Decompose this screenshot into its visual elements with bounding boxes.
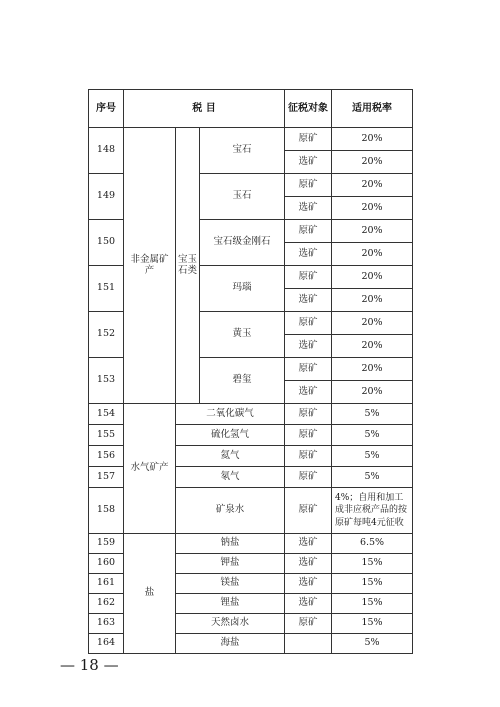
- tax-rate: 5%: [332, 446, 413, 467]
- category-nonmetal: 非金属矿产: [124, 128, 176, 404]
- item-name: 海盐: [176, 634, 285, 654]
- item-name: 玉石: [200, 174, 285, 220]
- tax-object: 选矿: [285, 289, 332, 312]
- category-water-gas: 水气矿产: [124, 404, 176, 534]
- item-name: 硫化氢气: [176, 425, 285, 446]
- row-number: 162: [89, 594, 124, 614]
- tax-rate: 15%: [332, 574, 413, 594]
- tax-rate: 5%: [332, 425, 413, 446]
- item-name: 镁盐: [176, 574, 285, 594]
- tax-object: 原矿: [285, 312, 332, 335]
- tax-rate: 20%: [332, 151, 413, 174]
- item-name: 碧玺: [200, 358, 285, 404]
- tax-object: 选矿: [285, 534, 332, 554]
- table-body: [89, 128, 413, 654]
- tax-rate: 20%: [332, 312, 413, 335]
- row-number: 163: [89, 614, 124, 634]
- row-number: 159: [89, 534, 124, 554]
- item-name: 宝石级金刚石: [200, 220, 285, 266]
- category-salt: 盐: [124, 534, 176, 654]
- header-object: 征税对象: [285, 90, 332, 128]
- header-item: 税 目: [124, 90, 285, 128]
- item-name: 宝石: [200, 128, 285, 174]
- item-name: 玛瑙: [200, 266, 285, 312]
- table-header-row: [89, 90, 413, 128]
- tax-object: 原矿: [285, 220, 332, 243]
- row-number: 157: [89, 467, 124, 488]
- tax-rate: 20%: [332, 197, 413, 220]
- item-name: 氡气: [176, 467, 285, 488]
- tax-object: 原矿: [285, 488, 332, 534]
- tax-object: 选矿: [285, 243, 332, 266]
- item-name: 钠盐: [176, 534, 285, 554]
- tax-object: 原矿: [285, 404, 332, 425]
- tax-rate: 20%: [332, 358, 413, 381]
- item-name: 锂盐: [176, 594, 285, 614]
- header-seq: 序号: [89, 90, 124, 128]
- page-number: — 18 —: [60, 656, 119, 674]
- tax-object: 原矿: [285, 446, 332, 467]
- row-number: 151: [89, 266, 124, 312]
- item-name: 黄玉: [200, 312, 285, 358]
- row-number: 160: [89, 554, 124, 574]
- tax-object: 原矿: [285, 128, 332, 151]
- tax-rate: 5%: [332, 467, 413, 488]
- tax-object: 原矿: [285, 467, 332, 488]
- row-number: 149: [89, 174, 124, 220]
- tax-object: 选矿: [285, 594, 332, 614]
- tax-object: 原矿: [285, 358, 332, 381]
- row-number: 158: [89, 488, 124, 534]
- row-number: 152: [89, 312, 124, 358]
- row-number: 155: [89, 425, 124, 446]
- tax-object: 选矿: [285, 197, 332, 220]
- tax-object: 原矿: [285, 425, 332, 446]
- row-number: 153: [89, 358, 124, 404]
- tax-rate: 6.5%: [332, 534, 413, 554]
- item-name: 钾盐: [176, 554, 285, 574]
- tax-object: 选矿: [285, 574, 332, 594]
- table-row: [89, 404, 413, 425]
- tax-rate: 20%: [332, 335, 413, 358]
- category-gem: 宝玉石类: [176, 128, 200, 404]
- item-name: 二氧化碳气: [176, 404, 285, 425]
- tax-object: 选矿: [285, 554, 332, 574]
- row-number: 161: [89, 574, 124, 594]
- header-rate: 适用税率: [332, 90, 413, 128]
- row-number: 150: [89, 220, 124, 266]
- item-name: 氦气: [176, 446, 285, 467]
- tax-rate: 4%；自用和加工成非应税产品的按原矿每吨4元征收: [332, 488, 413, 534]
- table-row: [89, 128, 413, 151]
- tax-rate: 20%: [332, 243, 413, 266]
- row-number: 156: [89, 446, 124, 467]
- row-number: 164: [89, 634, 124, 654]
- row-number: 154: [89, 404, 124, 425]
- tax-rate-table: [88, 89, 413, 654]
- tax-rate: 20%: [332, 174, 413, 197]
- table-row: [89, 534, 413, 554]
- tax-rate: 5%: [332, 404, 413, 425]
- tax-rate: 15%: [332, 554, 413, 574]
- tax-rate: 20%: [332, 289, 413, 312]
- tax-rate: 15%: [332, 594, 413, 614]
- tax-object: 选矿: [285, 151, 332, 174]
- tax-rate: 15%: [332, 614, 413, 634]
- tax-object: 选矿: [285, 381, 332, 404]
- tax-rate: 20%: [332, 381, 413, 404]
- tax-object: 原矿: [285, 266, 332, 289]
- tax-object: 原矿: [285, 174, 332, 197]
- tax-object: 选矿: [285, 335, 332, 358]
- row-number: 148: [89, 128, 124, 174]
- item-name: 矿泉水: [176, 488, 285, 534]
- tax-rate: 20%: [332, 128, 413, 151]
- tax-object: 原矿: [285, 614, 332, 634]
- tax-rate: 20%: [332, 220, 413, 243]
- tax-rate: 5%: [332, 634, 413, 654]
- tax-rate: 20%: [332, 266, 413, 289]
- item-name: 天然卤水: [176, 614, 285, 634]
- tax-object: [285, 634, 332, 654]
